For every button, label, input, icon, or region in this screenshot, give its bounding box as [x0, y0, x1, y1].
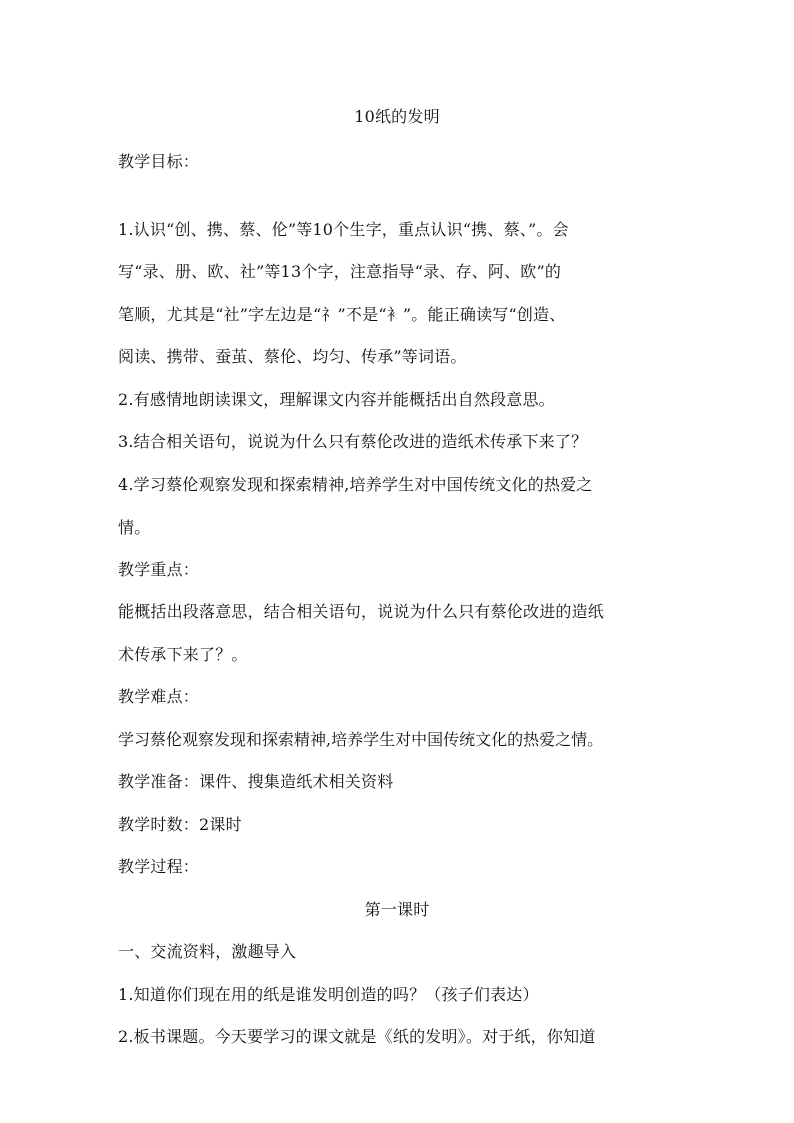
- objective-line: 2.有感情地朗读课文，理解课文内容并能概括出自然段意思。: [118, 390, 555, 409]
- objective-line: 阅读、携带、蚕茧、蔡伦、均匀、传承”等词语。: [118, 347, 467, 366]
- key-points-heading: 教学重点：: [118, 560, 200, 579]
- preparation-text: 教学准备：课件、搜集造纸术相关资料: [118, 772, 394, 791]
- objective-line: 笔顺，尤其是“社”字左边是“礻”不是“衤”。能正确读写“创造、: [118, 305, 566, 324]
- key-point-line: 能概括出段落意思，结合相关语句，说说为什么只有蔡伦改进的造纸: [118, 602, 605, 621]
- objective-line: 4.学习蔡伦观察发现和探索精神,培养学生对中国传统文化的热爱之: [118, 475, 593, 494]
- difficulties-heading: 教学难点：: [118, 687, 200, 706]
- document-title: 10纸的发明: [354, 107, 440, 126]
- objective-line: 写“录、册、欧、社”等13个字，注意指导“录、存、阿、欧”的: [118, 262, 562, 281]
- difficulties-text: 学习蔡伦观察发现和探索精神,培养学生对中国传统文化的热爱之情。: [118, 730, 604, 749]
- objectives-heading: 教学目标：: [118, 152, 200, 171]
- objective-line: 1.认识“创、携、蔡、伦”等10个生字，重点认识“携、蔡、”。会: [118, 220, 569, 239]
- objective-line: 3.结合相关语句，说说为什么只有蔡伦改进的造纸术传承下来了？: [118, 432, 588, 451]
- duration-text: 教学时数：2课时: [118, 815, 242, 834]
- step-line: 2.板书课题。今天要学习的课文就是《纸的发明》。对于纸，你知道: [118, 1027, 596, 1046]
- key-point-line: 术传承下来了？。: [118, 645, 248, 664]
- step-line: 1.知道你们现在用的纸是谁发明创造的吗？（孩子们表达）: [118, 985, 539, 1004]
- process-heading: 教学过程：: [118, 857, 200, 876]
- lesson-title: 第一课时: [364, 900, 430, 919]
- objective-line: 情。: [118, 518, 151, 537]
- section-heading: 一、交流资料，激趣导入: [118, 942, 297, 961]
